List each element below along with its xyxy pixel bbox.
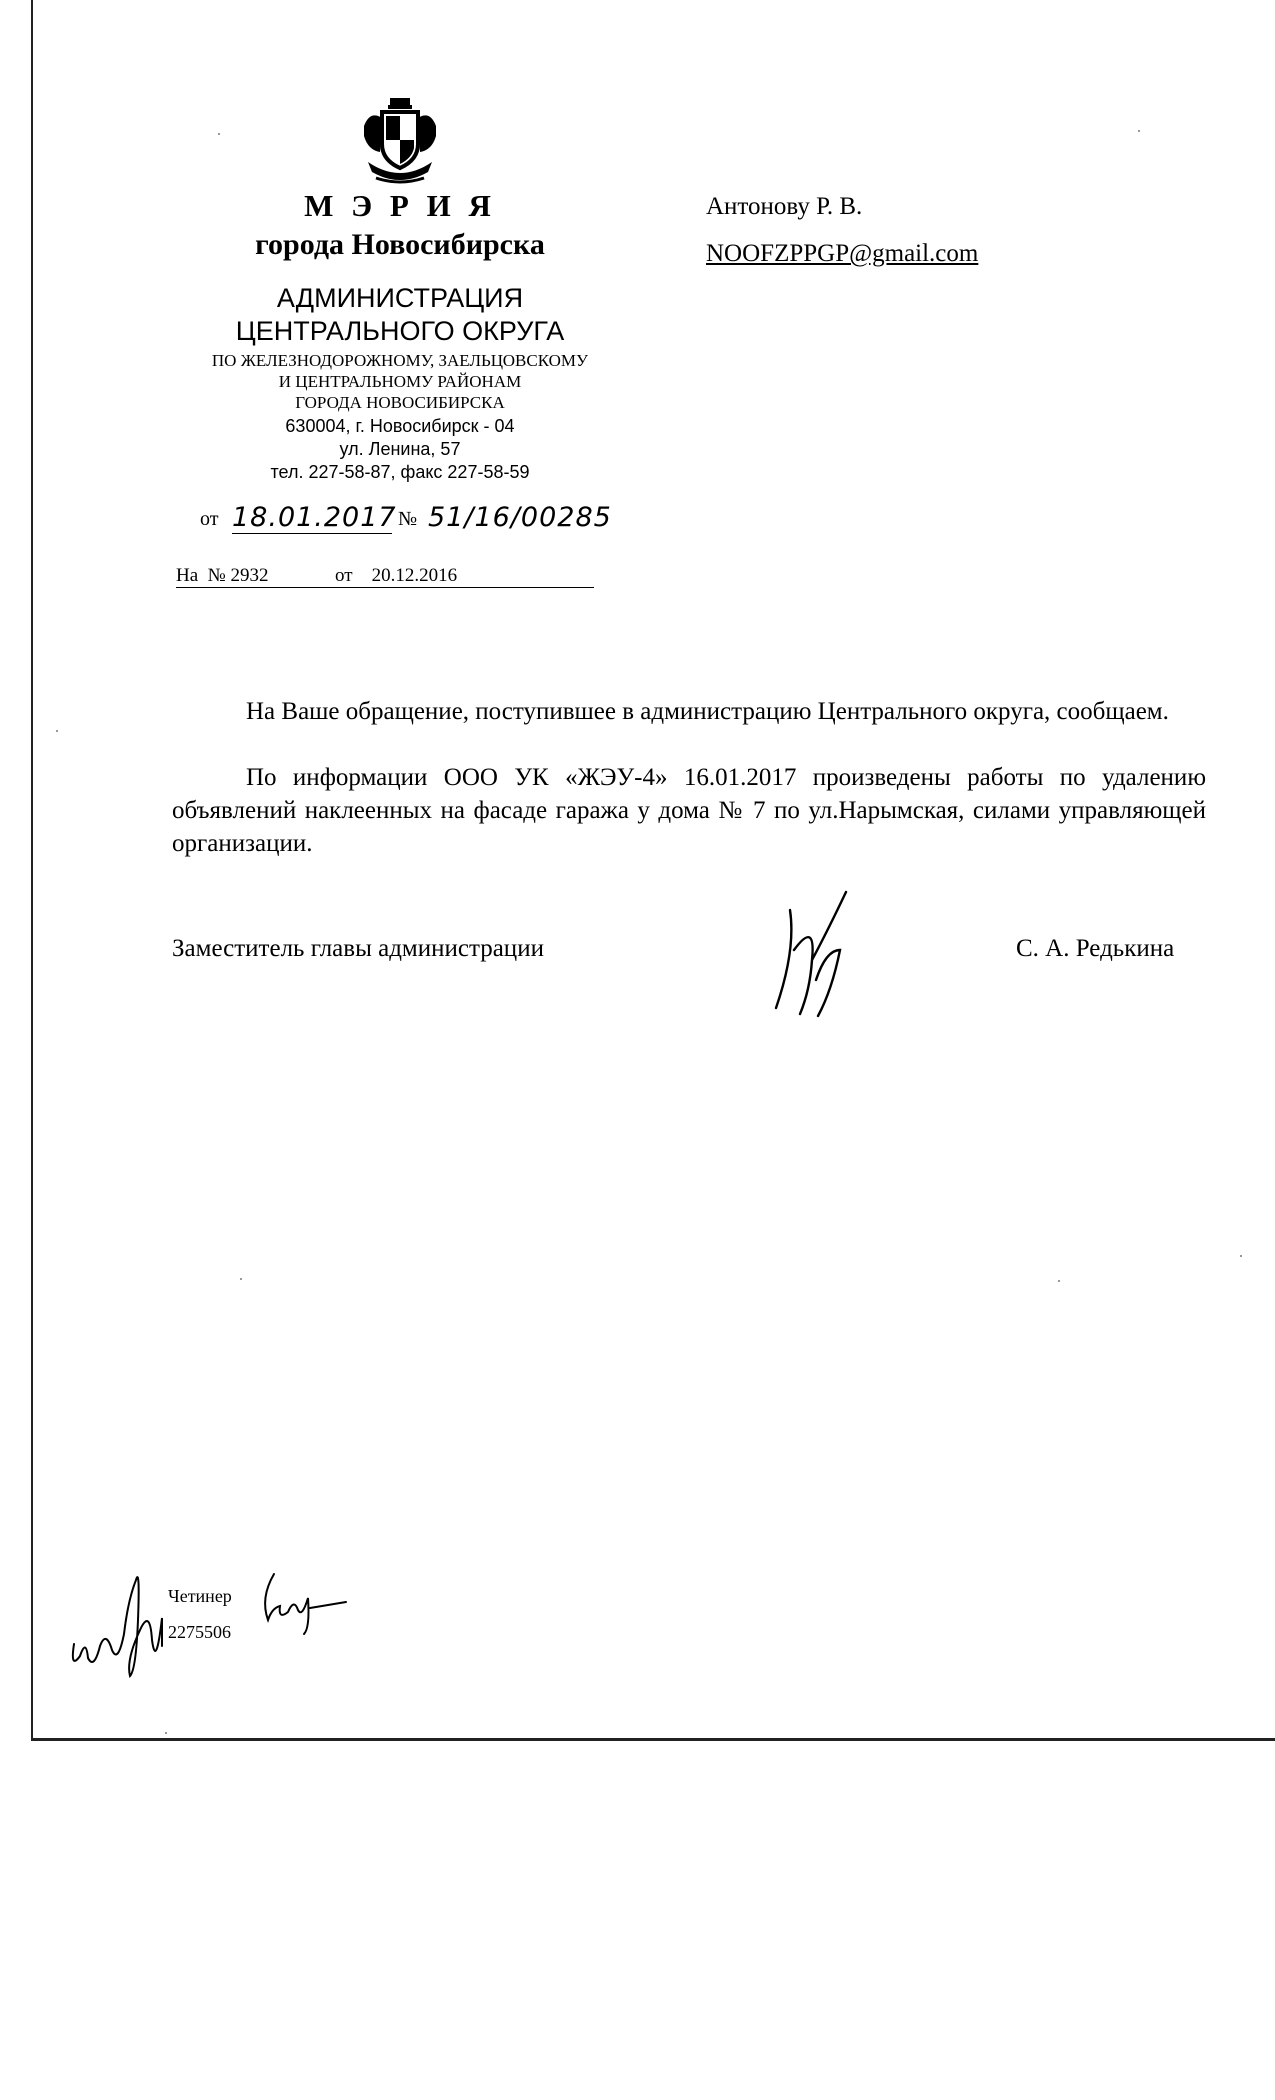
signatory-name: С. А. Редькина bbox=[1016, 935, 1175, 962]
scan-speck bbox=[165, 1732, 167, 1734]
addressee-email: NOOFZPPGP@gmail.com bbox=[706, 240, 979, 267]
scan-speck bbox=[1058, 1280, 1060, 1282]
letterhead-phones: тел. 227-58-87, факс 227-58-59 bbox=[270, 462, 530, 482]
reference-line: На № 2932 от 20.12.2016 bbox=[176, 565, 594, 588]
page-border-left bbox=[31, 0, 33, 1740]
signatory-title: Заместитель главы администрации bbox=[172, 935, 544, 962]
letterhead-districts-line2: И ЦЕНТРАЛЬНОМУ РАЙОНАМ bbox=[278, 372, 522, 391]
handwritten-initials bbox=[66, 1560, 176, 1680]
outgoing-date: 18.01.2017 bbox=[232, 502, 397, 533]
letterhead-address-line1: 630004, г. Новосибирск - 04 bbox=[285, 416, 515, 436]
scan-speck bbox=[240, 1278, 242, 1280]
executor-name: Четинер bbox=[168, 1586, 232, 1606]
scan-speck bbox=[1138, 130, 1140, 132]
executor-phone: 2275506 bbox=[168, 1622, 231, 1642]
body-paragraph-1: На Ваше обращение, поступившее в администрацию Центрального округа, сообщаем. bbox=[246, 698, 1169, 725]
scan-speck bbox=[218, 133, 220, 135]
body-paragraph-2: По информации ООО УК «ЖЭУ-4» 16.01.2017 произведены работы по удалению объявлений наклеенных на фасаде гаража у дома № 7 по ул.Нарымская, силами управляющей организации. bbox=[172, 764, 1206, 857]
outgoing-number: 51/16/00285 bbox=[428, 502, 612, 533]
letterhead-districts-line1: ПО ЖЕЛЕЗНОДОРОЖНОМУ, ЗАЕЛЬЦОВСКОМУ bbox=[211, 351, 589, 370]
letterhead-admin-line2: ЦЕНТРАЛЬНОГО ОКРУГА bbox=[235, 316, 565, 346]
letterhead-authority: М Э Р И Я bbox=[304, 188, 496, 223]
handwritten-signature bbox=[756, 890, 866, 1020]
letterhead-districts-line3: ГОРОДА НОВОСИБИРСКА bbox=[295, 393, 505, 412]
novosibirsk-coat-of-arms-icon bbox=[354, 96, 446, 188]
addressee-name: Антонову Р. В. bbox=[706, 193, 863, 220]
outgoing-date-label: от bbox=[200, 508, 219, 530]
letterhead-admin-line1: АДМИНИСТРАЦИЯ bbox=[276, 283, 524, 313]
letterhead-address-line2: ул. Ленина, 57 bbox=[339, 439, 461, 459]
letterhead-city: города Новосибирска bbox=[255, 228, 545, 261]
executor-signature bbox=[258, 1568, 350, 1638]
page-border-bottom bbox=[31, 1738, 1275, 1741]
outgoing-number-label: № bbox=[398, 508, 418, 530]
scan-speck bbox=[56, 730, 58, 732]
scan-speck bbox=[1240, 1255, 1242, 1257]
